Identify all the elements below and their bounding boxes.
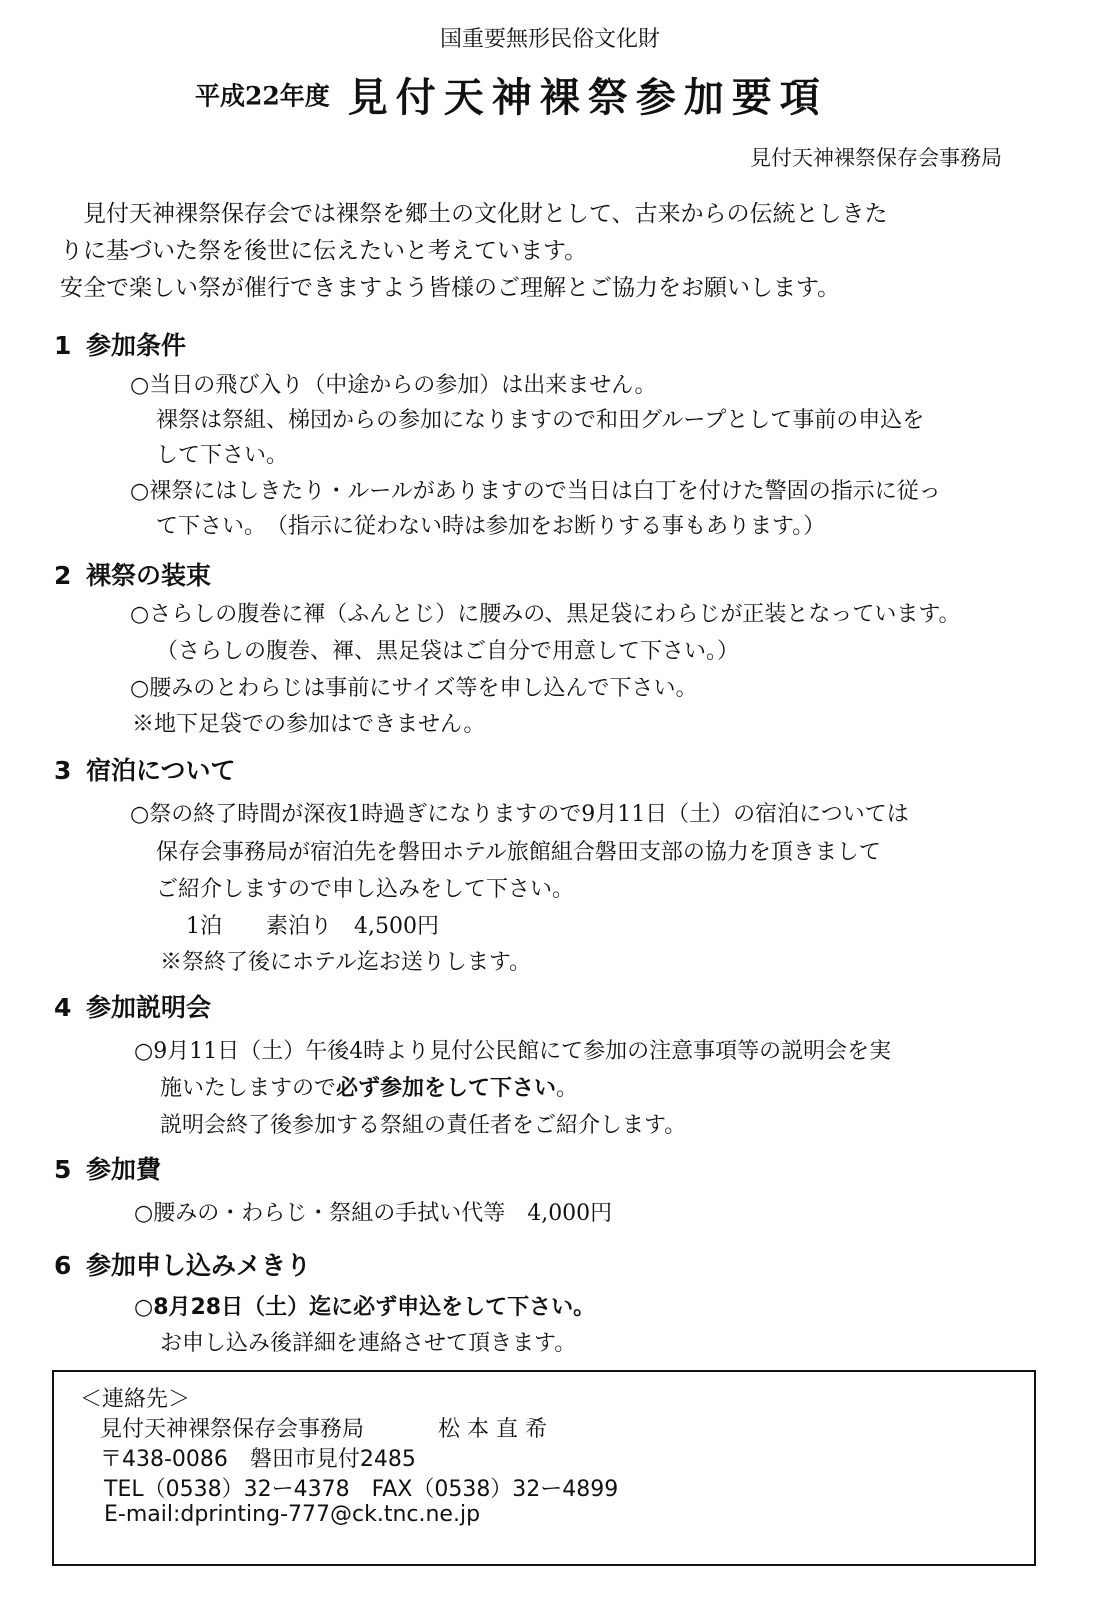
section-line: ○裸祭にはしきたり・ルールがありますので当日は白丁を付けた警固の指示に従っ [130,479,941,504]
contact-phone: TEL（0538）32ー4378 FAX（0538）32ー4899 [104,1477,619,1502]
document-subtitle: 国重要無形民俗文化財 [439,27,660,52]
contact-office: 見付天神裸祭保存会事務局 [100,1417,365,1442]
section-number: 3 [54,756,72,785]
section-number: 4 [54,993,72,1022]
deadline-line: ○8月28日（土）迄に必ず申込をして下さい。 [134,1295,596,1320]
contact-person: 松 本 直 希 [438,1417,547,1442]
section-title: 裸祭の装束 [86,561,212,590]
document-year: 平成22年度 [195,81,330,111]
section-line: ○9月11日（土）午後4時より見付公民館にて参加の注意事項等の説明会を実 [134,1039,892,1064]
line-text: 施いたしますので [160,1076,337,1101]
intro-line: 見付天神裸祭保存会では裸祭を郷土の文化財として、古来からの伝統としきた [60,201,888,227]
document-title: 見付天神裸祭参加要項 [347,74,828,121]
section-line: （さらしの腹巻、褌、黒足袋はご自分で用意して下さい。） [156,639,740,664]
document-publisher: 見付天神裸祭保存会事務局 [750,146,1002,170]
section-title: 参加説明会 [86,993,212,1022]
contact-box [52,1370,1036,1566]
section-line: ○腰みのとわらじは事前にサイズ等を申し込んで下さい。 [130,676,698,701]
section-title: 参加申し込みメきり [86,1251,312,1280]
section-line: ※祭終了後にホテル迄お送りします。 [160,950,532,975]
section-heading-conditions [54,326,186,362]
section-heading-fee [54,1150,161,1186]
intro-paragraph [60,196,1020,307]
lodging-price: 1泊 素泊り 4,500円 [186,914,439,939]
section-title: 参加条件 [86,331,187,360]
section-number: 1 [54,331,72,360]
fee-line: ○腰みの・わらじ・祭組の手拭い代等 4,000円 [134,1201,613,1226]
section-number: 6 [54,1251,72,1280]
section-line: 裸祭は祭組、梯団からの参加になりますので和田グループとして事前の申込を [156,408,925,433]
section-line: ○祭の終了時間が深夜1時過ぎになりますので9月11日（土）の宿泊については [130,802,909,827]
intro-line: 安全で楽しい祭が催行できますよう皆様のご理解とご協力をお願いします。 [60,275,841,301]
section-number: 5 [54,1155,72,1184]
section-line: 保存会事務局が宿泊先を磐田ホテル旅館組合磐田支部の協力を頂きまして [156,840,881,865]
section-number: 2 [54,561,72,590]
section-line: 説明会終了後参加する祭組の責任者をご紹介します。 [160,1113,687,1138]
section-heading-deadline [54,1246,311,1282]
section-line: ご紹介しますので申し込みをして下さい。 [156,877,575,902]
section-heading-briefing [54,988,211,1024]
section-heading-attire [54,556,211,592]
section-line: ※地下足袋での参加はできません。 [132,712,486,737]
section-heading-lodging [54,751,236,787]
section-line: ○当日の飛び入り（中途からの参加）は出来ません。 [130,373,657,398]
section-title: 参加費 [86,1155,162,1184]
contact-email: E-mail:dprinting-777@ck.tnc.ne.jp [104,1502,481,1527]
section-line: お申し込み後詳細を連絡させて頂きます。 [160,1331,577,1356]
section-line: て下さい。 （指示に従わない時は参加をお断りする事もあります。） [156,514,826,539]
section-title: 宿泊について [86,756,236,785]
line-text: 。 [556,1076,579,1101]
section-line: ○さらしの腹巻に褌（ふんとじ）に腰みの、黒足袋にわらじが正装となっています。 [130,602,961,627]
section-line [160,1071,578,1102]
intro-line: りに基づいた祭を後世に伝えたいと考えています。 [60,238,588,264]
emphasis-text: 必ず参加をして下さい [336,1076,557,1101]
contact-address: 〒438-0086 磐田市見付2485 [100,1447,416,1472]
section-line: して下さい。 [156,443,289,468]
contact-heading: ＜連絡先＞ [80,1387,191,1412]
title-row [195,66,828,123]
